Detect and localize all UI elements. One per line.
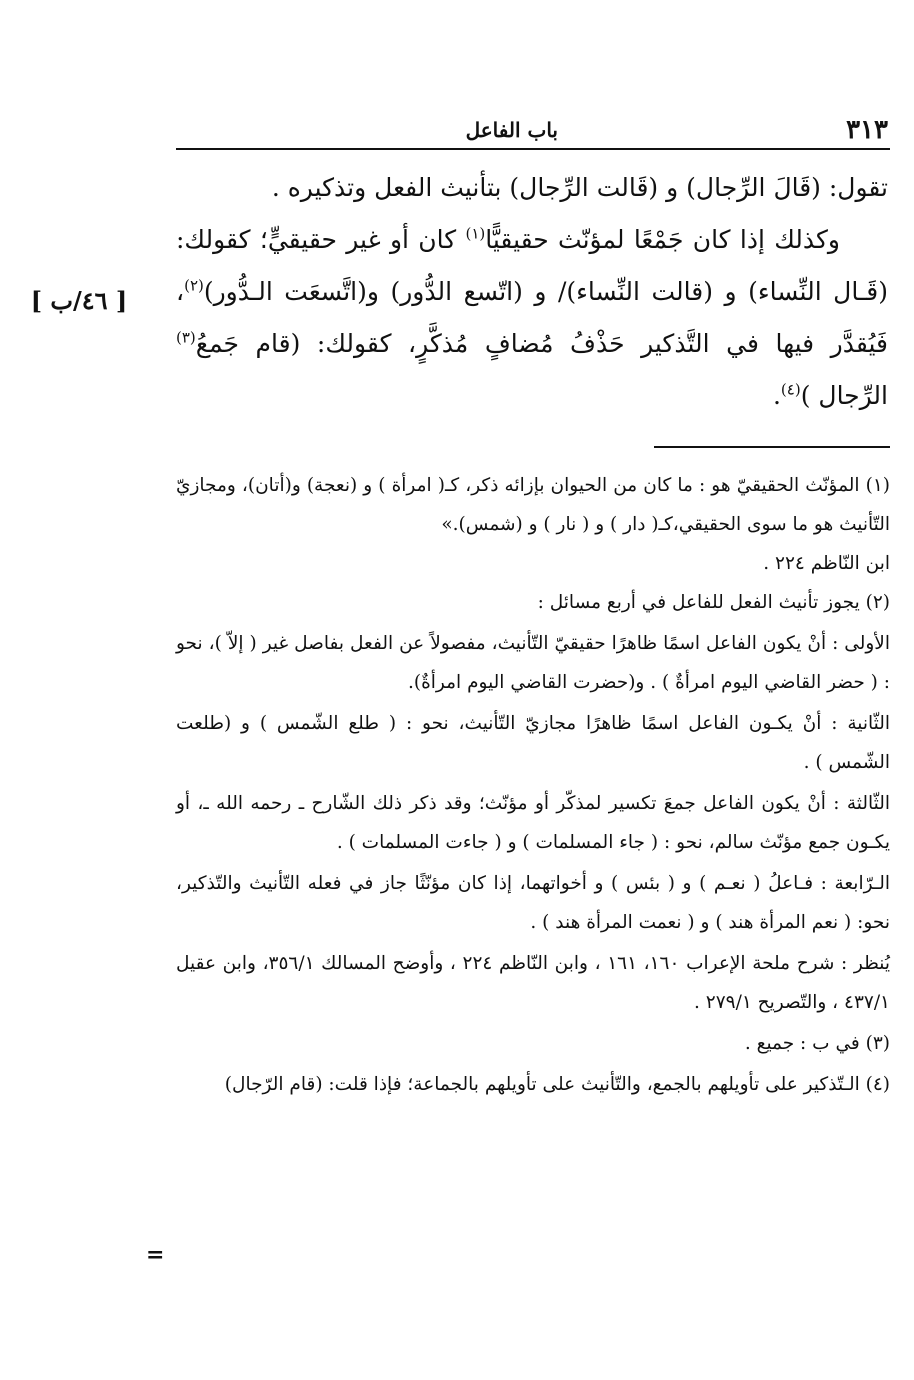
footnote-1-source: ابن النّاظم ٢٢٤ . — [763, 553, 890, 574]
main-text — [176, 162, 888, 422]
continuation-mark: = — [146, 1242, 165, 1268]
running-title: باب الفاعل — [465, 118, 558, 142]
footnote-4: (٤) الـتّذكير على تأويلهم بالجمع، والتّأنيث على تأويلهم بالجماعة؛ فإذا قلت: (قام الرّجال) — [224, 1074, 890, 1095]
header-rule — [176, 148, 890, 150]
footnote-1: (١) المؤنّث الحقيقيّ هو : ما كان من الحيوان بإزائه ذكر، كـ( امرأة ) و (نعجة) و(أتان)، ومجازيّ التّأنيث هو ما سوى الحقيقي،كـ( دار ) و ( نار ) و (شمس).» — [176, 475, 890, 535]
main-text-segment: . — [772, 381, 781, 410]
main-text-segment: ، فَيُقدَّر فيها في التَّذكير حَذْفُ مُضافٍ مُذكَّرٍ، كقولك: (قام جَمعُ — [176, 277, 888, 358]
footnote-ref-4: (٤) — [780, 380, 801, 399]
main-text-segment: الرِّجال ) — [800, 381, 888, 410]
main-paragraph-2 — [176, 214, 888, 422]
footnotes — [176, 466, 890, 1104]
footnote-ref-3: (٣) — [176, 328, 196, 347]
footnote-3: (٣) في ب : جميع . — [744, 1033, 890, 1054]
footnote-2-references: يُنظر : شرح ملحة الإعراب ١٦٠، ١٦١ ، وابن النّاظم ٢٢٤ ، وأوضح المسالك ٣٥٦/١، وابن عقيل ٤٣٧/١ ، والتّصريح ٢٧٩/١ . — [176, 953, 890, 1013]
footnote-2-second: الثّانية : أنْ يكـون الفاعل اسمًا ظاهرًا مجازيّ التّأنيث، نحو : ( طلع الشّمس ) و (طلعت الشّمس ) . — [176, 713, 890, 773]
manuscript-folio-note: [ ٤٦/ب ] — [30, 286, 128, 315]
main-text-segment: كان أو غير حقيقيٍّ؛ كقولك: (قَـال النِّساء) و (قالت النِّساء)/ و (اتّسع الدُّور) و(اتَّسعَت الـدُّور) — [176, 225, 888, 306]
footnote-2-third: الثّالثة : أنْ يكون الفاعل جمعَ تكسير لمذكّر أو مؤنّث؛ وقد ذكر ذلك الشّارح ـ رحمه الله ـ، أو يكـون جمع مؤنّث سالم، نحو : ( جاء المسلمات ) و ( جاءت المسلمات ) . — [176, 793, 890, 853]
page-number: ٣١٣ — [846, 115, 888, 145]
main-text-segment: وكذلك إذا كان جَمْعًا لمؤنّث حقيقيًّا — [485, 225, 840, 254]
footnote-2-fourth: الـرّابعة : فـاعلُ ( نعـم ) و ( بئس ) و أخواتهما، إذا كان مؤنّثًا جاز في فعله التّأنيث والتّذكير، نحو: ( نعم المرأة هند ) و ( نعمت المرأة هند ) . — [176, 873, 890, 933]
footnote-2-first: الأولى : أنْ يكون الفاعل اسمًا ظاهرًا حقيقيّ التّأنيث، مفصولاً عن الفعل بفاصل غير ( إلاّ )، نحو : ( حضر القاضي اليوم امرأةٌ ) . و(حضرت القاضي اليوم امرأةٌ). — [176, 633, 890, 693]
main-line-1: تقول: (قَالَ الرِّجال) و (قَالت الرِّجال) بتأنيث الفعل وتذكيره . — [271, 173, 888, 202]
footnote-ref-2: (٢) — [184, 276, 204, 295]
page-header — [176, 112, 888, 152]
footnote-2-intro: (٢) يجوز تأنيث الفعل للفاعل في أربع مسائل : — [537, 592, 890, 613]
footnote-ref-1: (١) — [465, 224, 486, 243]
footnote-separator — [654, 446, 890, 448]
